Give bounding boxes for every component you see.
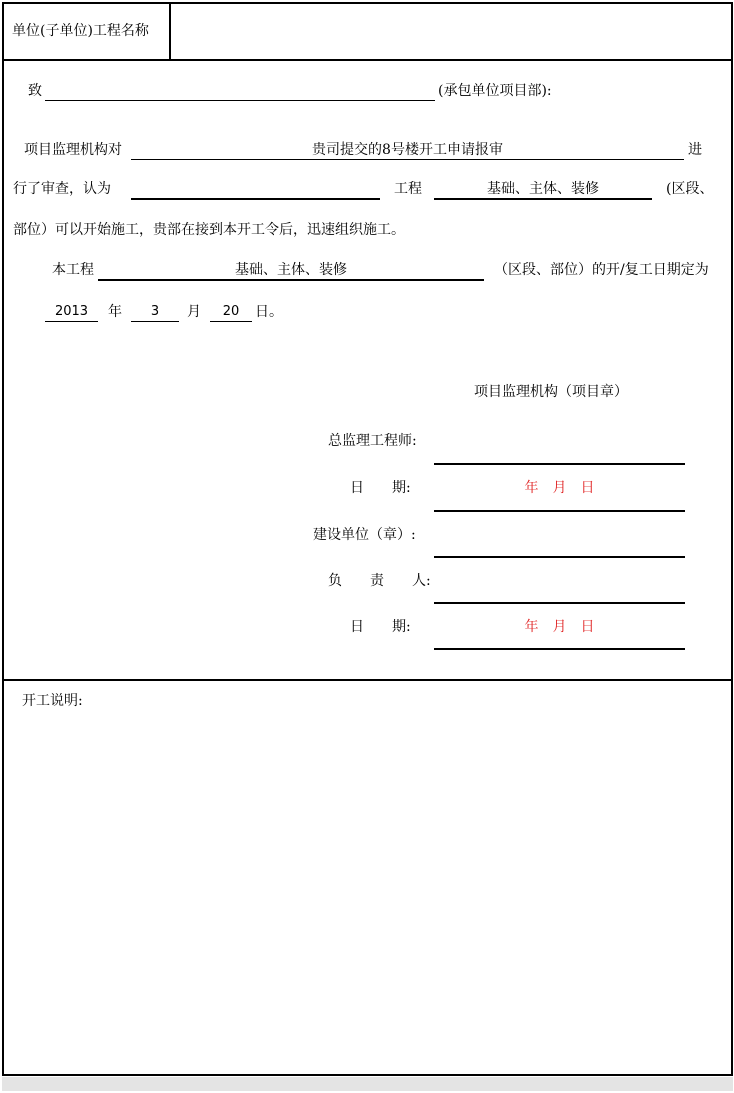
day-label: 日。 — [255, 304, 283, 320]
year-label: 年 — [108, 304, 122, 320]
line4-text: 部位）可以开始施工，贵部在接到本开工令后，迅速组织施工。 — [13, 222, 405, 238]
start-day-field[interactable]: 20 — [210, 303, 252, 322]
opinion-field[interactable] — [131, 180, 380, 200]
remarks-label: 开工说明: — [22, 693, 83, 709]
line3-prefix: 行了审查，认为 — [13, 181, 111, 197]
date1-label: 日 期: — [350, 480, 411, 496]
submission-field[interactable]: 贵司提交的8号楼开工申请报审 — [131, 141, 684, 160]
chief-engineer-signature-line[interactable] — [434, 463, 685, 465]
chief-engineer-label: 总监理工程师: — [328, 433, 417, 449]
line2-suffix: 进 — [688, 142, 702, 158]
section-field[interactable]: 基础、主体、装修 — [98, 261, 484, 281]
recipient-field[interactable] — [45, 82, 435, 101]
project-name-field[interactable] — [180, 22, 720, 40]
line2-prefix: 项目监理机构对 — [24, 142, 122, 158]
client-label: 建设单位（章）: — [313, 527, 416, 543]
start-year-field[interactable]: 2013 — [45, 303, 98, 322]
person-signature-line[interactable] — [434, 602, 685, 604]
supervision-org-label: 项目监理机构（项目章） — [474, 384, 628, 400]
header-divider — [169, 2, 171, 60]
remarks-content[interactable] — [22, 716, 712, 1056]
month-label: 月 — [187, 304, 201, 320]
to-suffix: (承包单位项目部): — [438, 83, 552, 99]
date2-value[interactable]: 年 月 日 — [524, 619, 595, 635]
start-month-field[interactable]: 3 — [131, 303, 179, 322]
date2-line — [434, 648, 685, 650]
project-name-label: 单位(子单位)工程名称 — [12, 23, 149, 39]
line3-suffix: (区段、 — [666, 181, 714, 197]
line5-prefix: 本工程 — [52, 262, 94, 278]
date1-value[interactable]: 年 月 日 — [524, 480, 595, 496]
to-prefix: 致 — [28, 83, 42, 99]
line5-suffix: （区段、部位）的开/复工日期定为 — [494, 262, 709, 278]
header-bottom-rule — [2, 59, 733, 61]
person-in-charge-label: 负 责 人: — [328, 573, 431, 589]
line3-mid: 工程 — [394, 181, 422, 197]
page-footer-strip — [2, 1077, 733, 1091]
client-signature-line[interactable] — [434, 556, 685, 558]
date1-line — [434, 510, 685, 512]
work-scope-field[interactable]: 基础、主体、装修 — [434, 180, 652, 200]
date2-label: 日 期: — [350, 619, 411, 635]
remarks-top-rule — [2, 679, 733, 681]
